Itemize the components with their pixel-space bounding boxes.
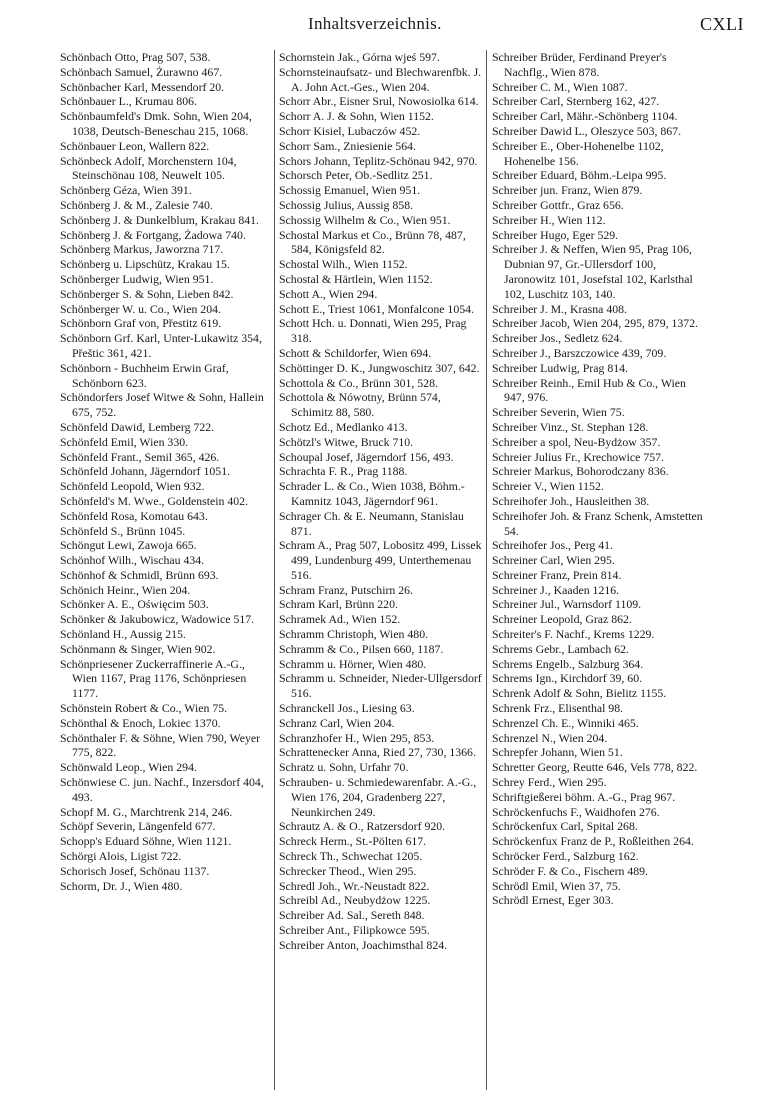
index-entry: Schreiner Leopold, Graz 862. xyxy=(492,612,632,627)
index-entry: Schossig Wilhelm & Co., Wien 951. xyxy=(279,212,451,227)
index-entry: Schreiber Anton, Joachimsthal 824. xyxy=(279,937,448,952)
index-entry: Schreiber jun. Franz, Wien 879. xyxy=(492,183,643,198)
index-entry: Schott Hch. u. Donnati, Wien 295, Prag 318. xyxy=(279,316,470,346)
index-entry: Schreibl Ad., Neubydżow 1225. xyxy=(279,893,431,908)
index-entry: Schröckenfux Carl, Spital 268. xyxy=(492,819,638,834)
index-entry: Schreier Julius Fr., Krechowice 757. xyxy=(492,449,664,464)
index-entry: Schreiber Carl, Mähr.-Schönberg 1104. xyxy=(492,109,678,124)
index-entry: Schönborn Graf von, Přestitz 619. xyxy=(60,316,222,331)
index-entry: Schostal & Härtlein, Wien 1152. xyxy=(279,271,433,286)
index-entry: Schreiber H., Wien 112. xyxy=(492,212,606,227)
index-entry: Schriftgießerei böhm. A.-G., Prag 967. xyxy=(492,789,676,804)
index-entry: Schreiber Ant., Filipkowce 595. xyxy=(279,923,430,938)
index-entry: Schott A., Wien 294. xyxy=(279,286,378,301)
index-entry: Schrems Ign., Kirchdorf 39, 60. xyxy=(492,671,643,686)
index-entry: Schreihofer Jos., Perg 41. xyxy=(492,538,614,553)
index-entry: Schrödl Ernest, Eger 303. xyxy=(492,893,614,908)
index-entry: Schrems Gebr., Lambach 62. xyxy=(492,641,629,656)
index-entry: Schrader L. & Co., Wien 1038, Böhm.-Kamnitz 1043, Jägerndorf 961. xyxy=(279,479,465,508)
index-entry: Schreiber Reinh., Emil Hub & Co., Wien 947, 976. xyxy=(492,375,689,405)
index-entry: Schorm, Dr. J., Wien 480. xyxy=(60,878,183,893)
index-entry: Schranckell Jos., Liesing 63. xyxy=(279,701,415,716)
index-entry: Schönfeld Johann, Jägerndorf 1051. xyxy=(60,464,231,479)
index-entry: Schönbacher Karl, Messendorf 20. xyxy=(60,79,225,94)
index-entry: Schrachta F. R., Prag 1188. xyxy=(279,464,408,479)
index-entry: Schönborn Grf. Karl, Unter-Lukawitz 354, Přeštic 361, 421. xyxy=(60,331,265,360)
index-column-3 xyxy=(492,50,708,908)
index-entry: Schönberg J. & M., Zalesie 740. xyxy=(60,197,213,212)
index-entry: Schopf M. G., Marchtrenk 214, 246. xyxy=(60,804,233,819)
index-entry: Schramm & Co., Pilsen 660, 1187. xyxy=(279,641,444,656)
column-divider xyxy=(274,50,275,1090)
index-entry: Schönhof Wilh., Wischau 434. xyxy=(60,553,205,568)
index-entry: Schreihofer Joh. & Franz Schenk, Amstetten 54. xyxy=(492,508,706,538)
index-entry: Schönland H., Aussig 215. xyxy=(60,627,186,642)
index-column-2 xyxy=(279,50,483,953)
index-entry: Schretter Georg, Reutte 646, Vels 778, 822. xyxy=(492,760,698,775)
index-entry: Schönberg J. & Dunkelblum, Krakau 841. xyxy=(60,212,259,227)
index-entry: Schreiber E., Ober-Hohenelbe 1102, Hohenelbe 156. xyxy=(492,138,667,168)
index-entry: Schramm u. Schneider, Nieder-Ullgersdorf 516. xyxy=(279,671,485,701)
index-entry: Schreiber Brüder, Ferdinand Preyer's Nachflg., Wien 878. xyxy=(492,50,670,79)
index-entry: Schott & Schildorfer, Wien 694. xyxy=(279,345,432,360)
index-entry: Schrödl Emil, Wien 37, 75. xyxy=(492,878,621,893)
index-entry: Schötzl's Witwe, Bruck 710. xyxy=(279,434,414,449)
index-entry: Schorr Sam., Zniesienie 564. xyxy=(279,138,416,153)
index-entry: Schröder F. & Co., Fischern 489. xyxy=(492,863,649,878)
index-entry: Schönwald Leop., Wien 294. xyxy=(60,760,197,775)
index-entry: Schreiber J. & Neffen, Wien 95, Prag 106, Dubnian 97, Gr.-Ullersdorf 100, Jaronowitz 101, Josefstal 102, Karlsthal 102, Luschitz 103, 140. xyxy=(492,242,696,301)
index-entry: Schreiber Gottfr., Graz 656. xyxy=(492,197,624,212)
index-entry: Schorr Kisiel, Lubaczów 452. xyxy=(279,123,421,138)
index-entry: Schranzhofer H., Wien 295, 853. xyxy=(279,730,435,745)
index-entry: Schönfeld Leopold, Wien 932. xyxy=(60,479,205,494)
index-entry: Schrecker Theod., Wien 295. xyxy=(279,863,417,878)
index-entry: Schönfeld's M. Wwe., Goldenstein 402. xyxy=(60,493,249,508)
index-entry: Schönker A. E., Oświęcim 503. xyxy=(60,597,209,612)
index-entry: Schönich Heinr., Wien 204. xyxy=(60,582,191,597)
index-entry: Schreihofer Joh., Hausleithen 38. xyxy=(492,493,650,508)
index-entry: Schrenzel N., Wien 204. xyxy=(492,730,608,745)
index-entry: Schöpf Severin, Längenfeld 677. xyxy=(60,819,216,834)
index-entry: Schrager Ch. & E. Neumann, Stanislau 871. xyxy=(279,508,467,538)
index-entry: Schorsch Peter, Ob.-Sedlitz 251. xyxy=(279,168,433,183)
index-entry: Schreck Herm., St.-Pölten 617. xyxy=(279,834,427,849)
index-entry: Schreiber Jacob, Wien 204, 295, 879, 1372. xyxy=(492,316,699,331)
index-entry: Schreiner Franz, Prein 814. xyxy=(492,567,622,582)
index-entry: Schreiber J., Barszczowice 439, 709. xyxy=(492,345,667,360)
index-entry: Schopp's Eduard Söhne, Wien 1121. xyxy=(60,834,232,849)
index-entry: Schönbeck Adolf, Morchenstern 104, Steinschönau 108, Neuwelt 105. xyxy=(60,153,240,183)
index-entry: Schramek Ad., Wien 152. xyxy=(279,612,401,627)
index-entry: Schrenk Frz., Elisenthal 98. xyxy=(492,701,624,716)
index-entry: Schottola & Nówotny, Brünn 574, Schimitz 88, 580. xyxy=(279,390,444,420)
index-entry: Schreiber C. M., Wien 1087. xyxy=(492,79,628,94)
index-entry: Schönthal & Enoch, Lokiec 1370. xyxy=(60,715,221,730)
index-entry: Schreiber Ad. Sal., Sereth 848. xyxy=(279,908,425,923)
index-entry: Schottola & Co., Brünn 301, 528. xyxy=(279,375,438,390)
index-entry: Schreiner Carl, Wien 295. xyxy=(492,553,615,568)
index-entry: Schönwiese C. jun. Nachf., Inzersdorf 404, 493. xyxy=(60,775,267,804)
index-entry: Schostal Markus et Co., Brünn 78, 487, 584, Königsfeld 82. xyxy=(279,227,469,257)
index-entry: Schönker & Jakubowicz, Wadowice 517. xyxy=(60,612,255,627)
index-entry: Schreiber Jos., Sedletz 624. xyxy=(492,331,623,346)
index-entry: Schorr A. J. & Sohn, Wien 1152. xyxy=(279,109,434,124)
index-entry: Schornsteinaufsatz- und Blechwarenfbk. J. A. John Act.-Ges., Wien 204. xyxy=(279,64,484,94)
index-entry: Schram Karl, Brünn 220. xyxy=(279,597,398,612)
page-header xyxy=(0,14,760,40)
index-entry: Schönbaumfeld's Dmk. Sohn, Wien 204, 1038, Deutsch-Beneschau 215, 1068. xyxy=(60,109,255,138)
index-entry: Schönbauer Leon, Wallern 822. xyxy=(60,138,210,153)
index-entry: Schrenzel Ch. E., Winniki 465. xyxy=(492,715,639,730)
index-entry: Schreiter's F. Nachf., Krems 1229. xyxy=(492,627,655,642)
index-entry: Schreiner Jul., Warnsdorf 1109. xyxy=(492,597,642,612)
index-entry: Schorisch Josef, Schönau 1137. xyxy=(60,863,210,878)
index-entry: Schredl Joh., Wr.-Neustadt 822. xyxy=(279,878,430,893)
index-entry: Schossig Emanuel, Wien 951. xyxy=(279,183,421,198)
index-entry: Schreier Markus, Bohorodczany 836. xyxy=(492,464,669,479)
index-entry: Schönhof & Schmidl, Brünn 693. xyxy=(60,567,219,582)
index-entry: Schreiber Eduard, Böhm.-Leipa 995. xyxy=(492,168,667,183)
index-entry: Schrepfer Johann, Wien 51. xyxy=(492,745,623,760)
index-entry: Schram Franz, Putschirn 26. xyxy=(279,582,414,597)
index-entry: Schöttinger D. K., Jungwoschitz 307, 642. xyxy=(279,360,480,375)
index-entry: Schröckenfux Franz de P., Roßleithen 264. xyxy=(492,834,694,849)
index-entry: Schönthaler F. & Söhne, Wien 790, Weyer 775, 822. xyxy=(60,730,263,760)
index-entry: Schoupal Josef, Jägerndorf 156, 493. xyxy=(279,449,454,464)
index-entry: Schöngut Lewi, Zawoja 665. xyxy=(60,538,197,553)
index-entry: Schossig Julius, Aussig 858. xyxy=(279,197,414,212)
index-entry: Schönberger W. u. Co., Wien 204. xyxy=(60,301,221,316)
index-entry: Schramm Christoph, Wien 480. xyxy=(279,627,429,642)
index-entry: Schratz u. Sohn, Urfahr 70. xyxy=(279,760,409,775)
index-entry: Schönberg J. & Fortgang, Żadowa 740. xyxy=(60,227,246,242)
index-entry: Schranz Carl, Wien 204. xyxy=(279,715,395,730)
index-entry: Schreiber a spol, Neu-Bydżow 357. xyxy=(492,434,661,449)
index-entry: Schreck Th., Schwechat 1205. xyxy=(279,849,423,864)
index-entry: Schönberger Ludwig, Wien 951. xyxy=(60,271,214,286)
index-entry: Schorr Abr., Eisner Srul, Nowosiolka 614. xyxy=(279,94,479,109)
index-entry: Schönberg Géza, Wien 391. xyxy=(60,183,192,198)
index-entry: Schreiber J. M., Krasna 408. xyxy=(492,301,627,316)
index-entry: Schönstein Robert & Co., Wien 75. xyxy=(60,701,228,716)
index-entry: Schönfeld Rosa, Komotau 643. xyxy=(60,508,208,523)
index-entry: Schotz Ed., Medlanko 413. xyxy=(279,419,408,434)
index-entry: Schors Johann, Teplitz-Schönau 942, 970. xyxy=(279,153,478,168)
index-entry: Schönfeld Emil, Wien 330. xyxy=(60,434,189,449)
index-entry: Schönbach Samuel, Żurawno 467. xyxy=(60,64,223,79)
index-entry: Schönfeld Frant., Semil 365, 426. xyxy=(60,449,220,464)
index-entry: Schramm u. Hörner, Wien 480. xyxy=(279,656,427,671)
index-entry: Schönbauer L., Krumau 806. xyxy=(60,94,197,109)
index-entry: Schörgi Alois, Ligist 722. xyxy=(60,849,182,864)
index-entry: Schrautz A. & O., Ratzersdorf 920. xyxy=(279,819,446,834)
column-divider xyxy=(486,50,487,1090)
index-entry: Schreiber Carl, Sternberg 162, 427. xyxy=(492,94,660,109)
index-entry: Schreiner J., Kaaden 1216. xyxy=(492,582,620,597)
index-entry: Schönpriesener Zuckerraffinerie A.-G., Wien 1167, Prag 1176, Schönpriesen 1177. xyxy=(60,656,250,701)
index-entry: Schreiber Hugo, Eger 529. xyxy=(492,227,619,242)
index-entry: Schröckenfuchs F., Waidhofen 276. xyxy=(492,804,660,819)
page-title: Inhaltsverzeichnis. xyxy=(308,14,442,33)
index-entry: Schrenk Adolf & Sohn, Bielitz 1155. xyxy=(492,686,667,701)
index-entry: Schönberg Markus, Jaworzna 717. xyxy=(60,242,224,257)
index-entry: Schöndorfers Josef Witwe & Sohn, Hallein 675, 752. xyxy=(60,390,267,420)
index-entry: Schrey Ferd., Wien 295. xyxy=(492,775,607,790)
index-entry: Schram A., Prag 507, Lobositz 499, Lissek 499, Lundenburg 499, Unterthemenau 516. xyxy=(279,538,485,582)
index-entry: Schrattenecker Anna, Ried 27, 730, 1366. xyxy=(279,745,476,760)
index-entry: Schornstein Jak., Górna wjeś 597. xyxy=(279,50,440,64)
index-entry: Schreiber Vinz., St. Stephan 128. xyxy=(492,419,649,434)
index-entry: Schönberg u. Lipschütz, Krakau 15. xyxy=(60,257,230,272)
index-entry: Schönberger S. & Sohn, Lieben 842. xyxy=(60,286,234,301)
index-entry: Schönbach Otto, Prag 507, 538. xyxy=(60,50,211,64)
index-entry: Schönfeld Dawid, Lemberg 722. xyxy=(60,419,215,434)
index-column-1 xyxy=(60,50,272,893)
page-number: CXLI xyxy=(700,14,744,34)
index-entry: Schott E., Triest 1061, Monfalcone 1054. xyxy=(279,301,474,316)
index-entry: Schreiber Severin, Wien 75. xyxy=(492,405,625,420)
index-entry: Schönmann & Singer, Wien 902. xyxy=(60,641,216,656)
index-entry: Schrems Engelb., Salzburg 364. xyxy=(492,656,644,671)
index-entry: Schönborn - Buchheim Erwin Graf, Schönborn 623. xyxy=(60,360,232,390)
index-entry: Schönfeld S., Brünn 1045. xyxy=(60,523,186,538)
index-entry: Schrauben- u. Schmiedewarenfabr. A.-G., Wien 176, 204, Gradenberg 227, Neunkirchen 249. xyxy=(279,775,479,819)
index-entry: Schreier V., Wien 1152. xyxy=(492,479,604,494)
index-entry: Schröcker Ferd., Salzburg 162. xyxy=(492,849,639,864)
index-entry: Schreiber Ludwig, Prag 814. xyxy=(492,360,628,375)
index-entry: Schreiber Dawid L., Oleszyce 503, 867. xyxy=(492,123,682,138)
index-entry: Schostal Wilh., Wien 1152. xyxy=(279,257,408,272)
